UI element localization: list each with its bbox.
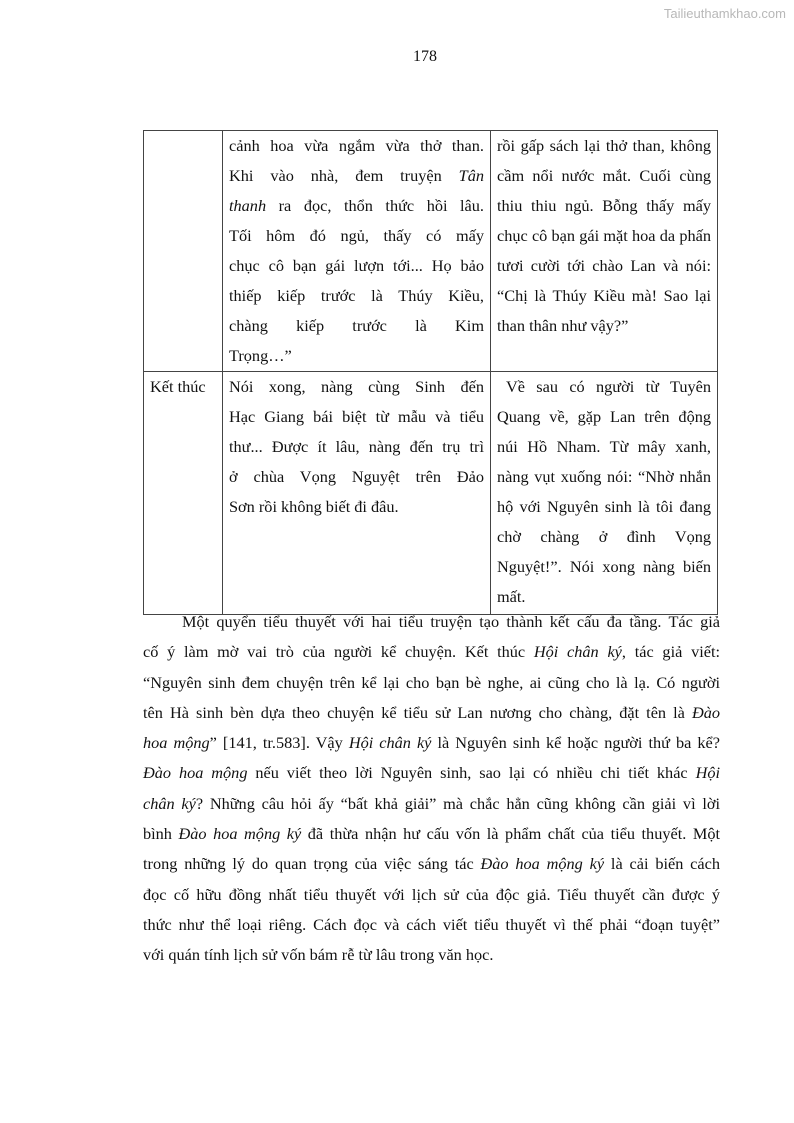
italic-title-text: hoa mộng <box>143 733 210 753</box>
text-segment: bình <box>143 824 179 844</box>
italic-title-text: Hội <box>695 763 720 783</box>
text-segment: cố ý làm mờ vai trò của người kể chuyện. Kết thúc <box>143 642 534 662</box>
text-line <box>497 402 711 432</box>
text-segment: , tác giả viết: <box>621 642 721 662</box>
text-segment: cảnh hoa vừa ngắm vừa thở than. <box>229 136 484 155</box>
text-segment: than thân như vậy?” <box>497 316 629 335</box>
text-segment: Hạc Giang bái biệt từ mẫu và tiểu <box>229 407 484 426</box>
text-segment: trong những lý do quan trọng của việc sáng tác <box>143 854 481 874</box>
text-segment: ở chùa Vọng Nguyệt trên Đảo <box>229 467 484 486</box>
text-segment: rồi gấp sách lại thở than, không <box>497 136 711 155</box>
text-line <box>229 492 484 522</box>
body-paragraph <box>143 607 720 971</box>
table-row <box>144 131 718 372</box>
text-segment: đọc cố hữu đồng nhất tiểu thuyết với lịch sử của độc giả. Tiểu thuyết cần được ý <box>143 884 720 904</box>
text-line <box>143 819 720 849</box>
text-line <box>229 432 484 462</box>
text-segment: chục cô bạn gái mặt hoa da phấn <box>497 226 711 245</box>
text-line <box>143 880 720 910</box>
text-line <box>229 221 484 251</box>
text-segment: Sơn rồi không biết đi đâu. <box>229 497 399 516</box>
text-line <box>229 131 484 161</box>
text-segment: Khi vào nhà, đem truyện <box>229 166 459 185</box>
comparison-table <box>143 130 718 615</box>
text-segment: cầm nổi nước mắt. Cuối cùng <box>497 166 711 185</box>
text-line <box>143 728 720 758</box>
text-segment: núi Hồ Nham. Từ mây xanh, <box>497 437 711 456</box>
text-segment: thư... Được ít lâu, nàng đến trụ trì <box>229 437 484 456</box>
text-segment: Nói xong, nàng cùng Sinh đến <box>229 377 484 396</box>
text-line <box>497 221 711 251</box>
text-line <box>497 492 711 522</box>
text-segment: với quán tính lịch sử vốn bám rễ từ lâu trong văn học. <box>143 945 494 965</box>
text-segment: “Chị là Thúy Kiều mà! Sao lại <box>497 286 711 305</box>
italic-title-text: Đào hoa mộng ký <box>178 824 302 844</box>
text-segment: ” [141, tr.583]. Vậy <box>209 733 349 753</box>
text-segment: Một quyển tiểu thuyết với hai tiểu truyện tạo thành kết cấu đa tầng. Tác giả <box>182 612 720 631</box>
page-number: 178 <box>413 48 437 65</box>
italic-title-text: Hội chân ký <box>348 733 432 753</box>
table-cell-story-2 <box>491 372 718 615</box>
italic-title-text: chân ký <box>143 793 196 813</box>
text-segment: là cải biến cách <box>604 854 720 874</box>
italic-title-text: Đào hoa mộng ký <box>480 854 605 874</box>
text-line <box>497 161 711 191</box>
text-line <box>143 637 720 667</box>
text-line <box>143 668 720 698</box>
text-segment: Kết thúc <box>150 377 206 396</box>
table-row <box>144 372 718 615</box>
text-segment: chàng kiếp trước là Kim <box>229 316 484 335</box>
text-line <box>497 372 711 402</box>
table-cell-story-1 <box>223 131 491 372</box>
text-line <box>143 910 720 940</box>
text-line <box>229 372 484 402</box>
italic-title-text: Đào hoa mộng <box>143 763 248 783</box>
text-line <box>497 191 711 221</box>
table-cell-label <box>144 131 223 372</box>
text-line <box>229 402 484 432</box>
table-cell-story-1 <box>223 372 491 615</box>
text-line <box>497 131 711 161</box>
text-segment: ra đọc, thổn thức hồi lâu. <box>266 196 484 215</box>
text-line <box>497 281 711 311</box>
text-segment: Tối hôm đó ngủ, thấy có mấy <box>229 226 484 245</box>
text-line <box>143 758 720 788</box>
italic-title-text: Đào <box>691 702 720 722</box>
text-line <box>497 462 711 492</box>
italic-title-text: thanh <box>229 196 267 215</box>
text-segment: thiu thiu ngủ. Bỗng thấy mấy <box>497 196 711 215</box>
text-segment: thức như thể loại riêng. Cách đọc và cách viết tiểu thuyết vì thế phải “đoạn tuyệt” <box>143 914 720 934</box>
text-line <box>229 281 484 311</box>
text-segment: thiếp kiếp trước là Thúy Kiều, <box>229 286 484 305</box>
text-segment: nếu viết theo lời Nguyên sinh, sao lại có nhiều chi tiết khác <box>247 763 696 783</box>
text-line <box>229 161 484 191</box>
text-segment: Về sau có người từ Tuyên <box>506 377 711 396</box>
text-segment: hộ với Nguyên sinh là tôi đang <box>497 497 711 516</box>
text-line <box>143 789 720 819</box>
text-line <box>497 251 711 281</box>
text-line <box>229 311 484 341</box>
text-segment: Nguyệt!”. Nói xong nàng biến <box>497 557 711 576</box>
text-line <box>143 607 720 637</box>
text-line <box>497 432 711 462</box>
text-line <box>497 552 711 582</box>
table-cell-label <box>144 372 223 615</box>
text-line <box>150 372 216 402</box>
text-segment: “Nguyên sinh đem chuyện trên kể lại cho bạn bè nghe, ai cũng cho là lạ. Có người <box>143 672 720 692</box>
text-segment: Quang về, gặp Lan trên động <box>497 407 711 426</box>
text-line <box>229 251 484 281</box>
text-segment: chục cô bạn gái lượn tới... Họ bảo <box>229 256 484 275</box>
text-segment: tên Hà sinh bèn dựa theo chuyện kể tiểu sử Lan nương cho chàng, đặt tên là <box>143 702 692 722</box>
italic-title-text: Hội chân ký <box>533 642 622 662</box>
watermark: Tailieuthamkhao.com <box>663 6 786 21</box>
text-segment: Trọng…” <box>229 346 292 365</box>
text-segment: là Nguyên sinh kể hoặc người thứ ba kể? <box>431 733 720 753</box>
text-line <box>143 698 720 728</box>
table-cell-story-2 <box>491 131 718 372</box>
text-line <box>229 341 484 371</box>
text-line <box>143 849 720 879</box>
text-segment: ? Những câu hỏi ấy “bất khả giải” mà chắc hẳn cũng không cần giải vì lời <box>195 793 720 813</box>
italic-title-text: Tân <box>458 166 484 185</box>
text-line <box>143 940 720 970</box>
text-segment: đã thừa nhận hư cấu vốn là phẩm chất của tiểu thuyết. Một <box>301 824 720 844</box>
text-line <box>497 311 711 341</box>
text-segment: tươi cười tới chào Lan và nói: <box>497 256 711 275</box>
text-line <box>229 462 484 492</box>
text-line <box>497 522 711 552</box>
text-segment: chờ chàng ở đình Vọng <box>497 527 711 546</box>
text-segment: nàng vụt xuống nói: “Nhờ nhắn <box>497 467 711 486</box>
text-segment: mất. <box>497 587 526 606</box>
text-line <box>229 191 484 221</box>
